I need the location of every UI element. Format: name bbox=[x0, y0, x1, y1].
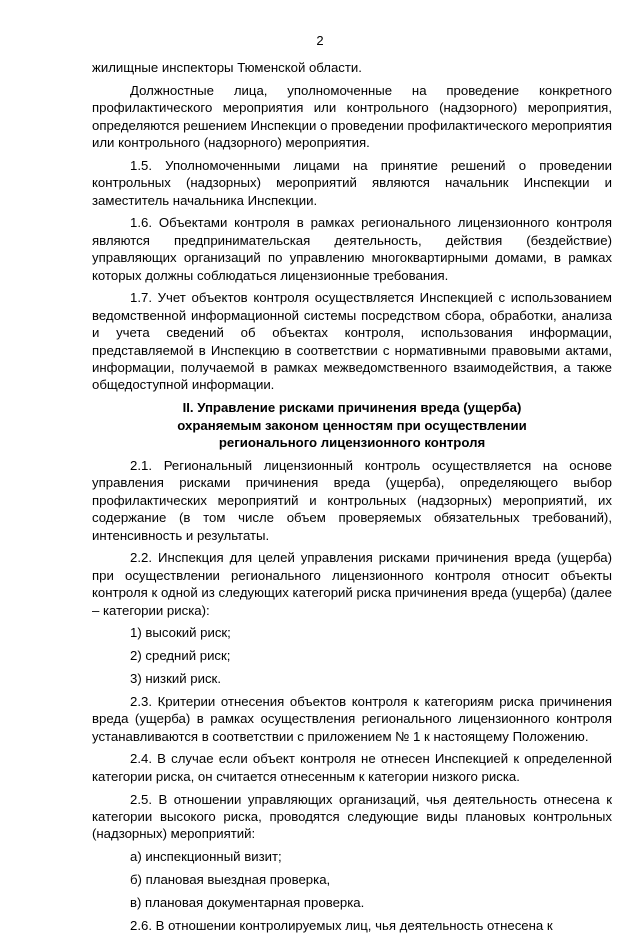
risk-category-medium: 2) средний риск; bbox=[130, 648, 231, 664]
measure-onsite-inspection: б) плановая выездная проверка, bbox=[130, 871, 331, 887]
paragraph-officials: Должностные лица, уполномоченные на проведение конкретного профилактического мероприятия или контрольного (надзорного) мероприятия, определяются решением Инспекции о проведении профилактического мероприятия или контрольного (надзорного) мероприятия. bbox=[92, 82, 612, 151]
paragraph-1-7: 1.7. Учет объектов контроля осуществляется Инспекцией с использованием ведомственной информационной системы посредством сбора, обработки, анализа и учета сведений об объектах контроля, использования информации, представляемой в Инспекцию в соответствии с нормативными правовыми актами, информации, получаемой в рамках межведомственного взаимодействия, а также общедоступной информации. bbox=[92, 290, 612, 393]
paragraph-2-1: 2.1. Региональный лицензионный контроль осуществляется на основе управления рисками причинения вреда (ущерба), определяющего выбор профилактических мероприятий и контрольных (надзорных) мероприятий, их содержание (в том числе объем проверяемых обязательных требований), интенсивность и результаты. bbox=[92, 457, 612, 543]
page-number: 2 bbox=[316, 33, 324, 48]
paragraph-2-2: 2.2. Инспекция для целей управления рисками причинения вреда (ущерба) при осуществлении регионального лицензионного контроля относит объекты контроля к одной из следующих категорий риска причинения вреда (ущерба) (далее – категории риска): bbox=[92, 550, 612, 618]
section-heading-line3: регионального лицензионного контроля bbox=[218, 435, 486, 451]
risk-category-high: 1) высокий риск; bbox=[130, 625, 231, 641]
section-heading bbox=[92, 399, 612, 451]
paragraph-2-6: 2.6. В отношении контролируемых лиц, чья деятельность отнесена к bbox=[130, 917, 553, 933]
document-body bbox=[92, 59, 612, 939]
measure-documentary-inspection: в) плановая документарная проверка. bbox=[130, 894, 365, 910]
paragraph-intro: жилищные инспекторы Тюменской области. bbox=[92, 60, 362, 75]
paragraph-2-3: 2.3. Критерии отнесения объектов контроля к категориям риска причинения вреда (ущерба) в рамках осуществления регионального лицензионного контроля устанавливаются в соответствии с приложением № 1 к настоящему Положению. bbox=[92, 693, 612, 744]
risk-category-low: 3) низкий риск. bbox=[130, 670, 221, 686]
paragraph-2-4: 2.4. В случае если объект контроля не отнесен Инспекцией к определенной категории риска, он считается отнесенным к категории низкого риска. bbox=[92, 751, 612, 784]
measure-inspection-visit: а) инспекционный визит; bbox=[130, 849, 282, 865]
paragraph-1-6: 1.6. Объектами контроля в рамках регионального лицензионного контроля являются предпринимательская деятельность, действия (бездействие) управляющих организаций по управлению многоквартирными домами, в рамках которых должны соблюдаться лицензионные требования. bbox=[92, 215, 612, 283]
section-heading-line1: II. Управление рисками причинения вреда (ущерба) bbox=[182, 400, 522, 416]
paragraph-2-5: 2.5. В отношении управляющих организаций, чья деятельность отнесена к категории высокого риска, проводятся следующие виды плановых контрольных (надзорных) мероприятий: bbox=[92, 791, 612, 842]
section-heading-line2: охраняемым законом ценностям при осуществлении bbox=[177, 417, 527, 433]
paragraph-1-5: 1.5. Уполномоченными лицами на принятие решений о проведении контрольных (надзорных) мероприятий являются начальник Инспекции и заместитель начальника Инспекции. bbox=[92, 157, 612, 208]
